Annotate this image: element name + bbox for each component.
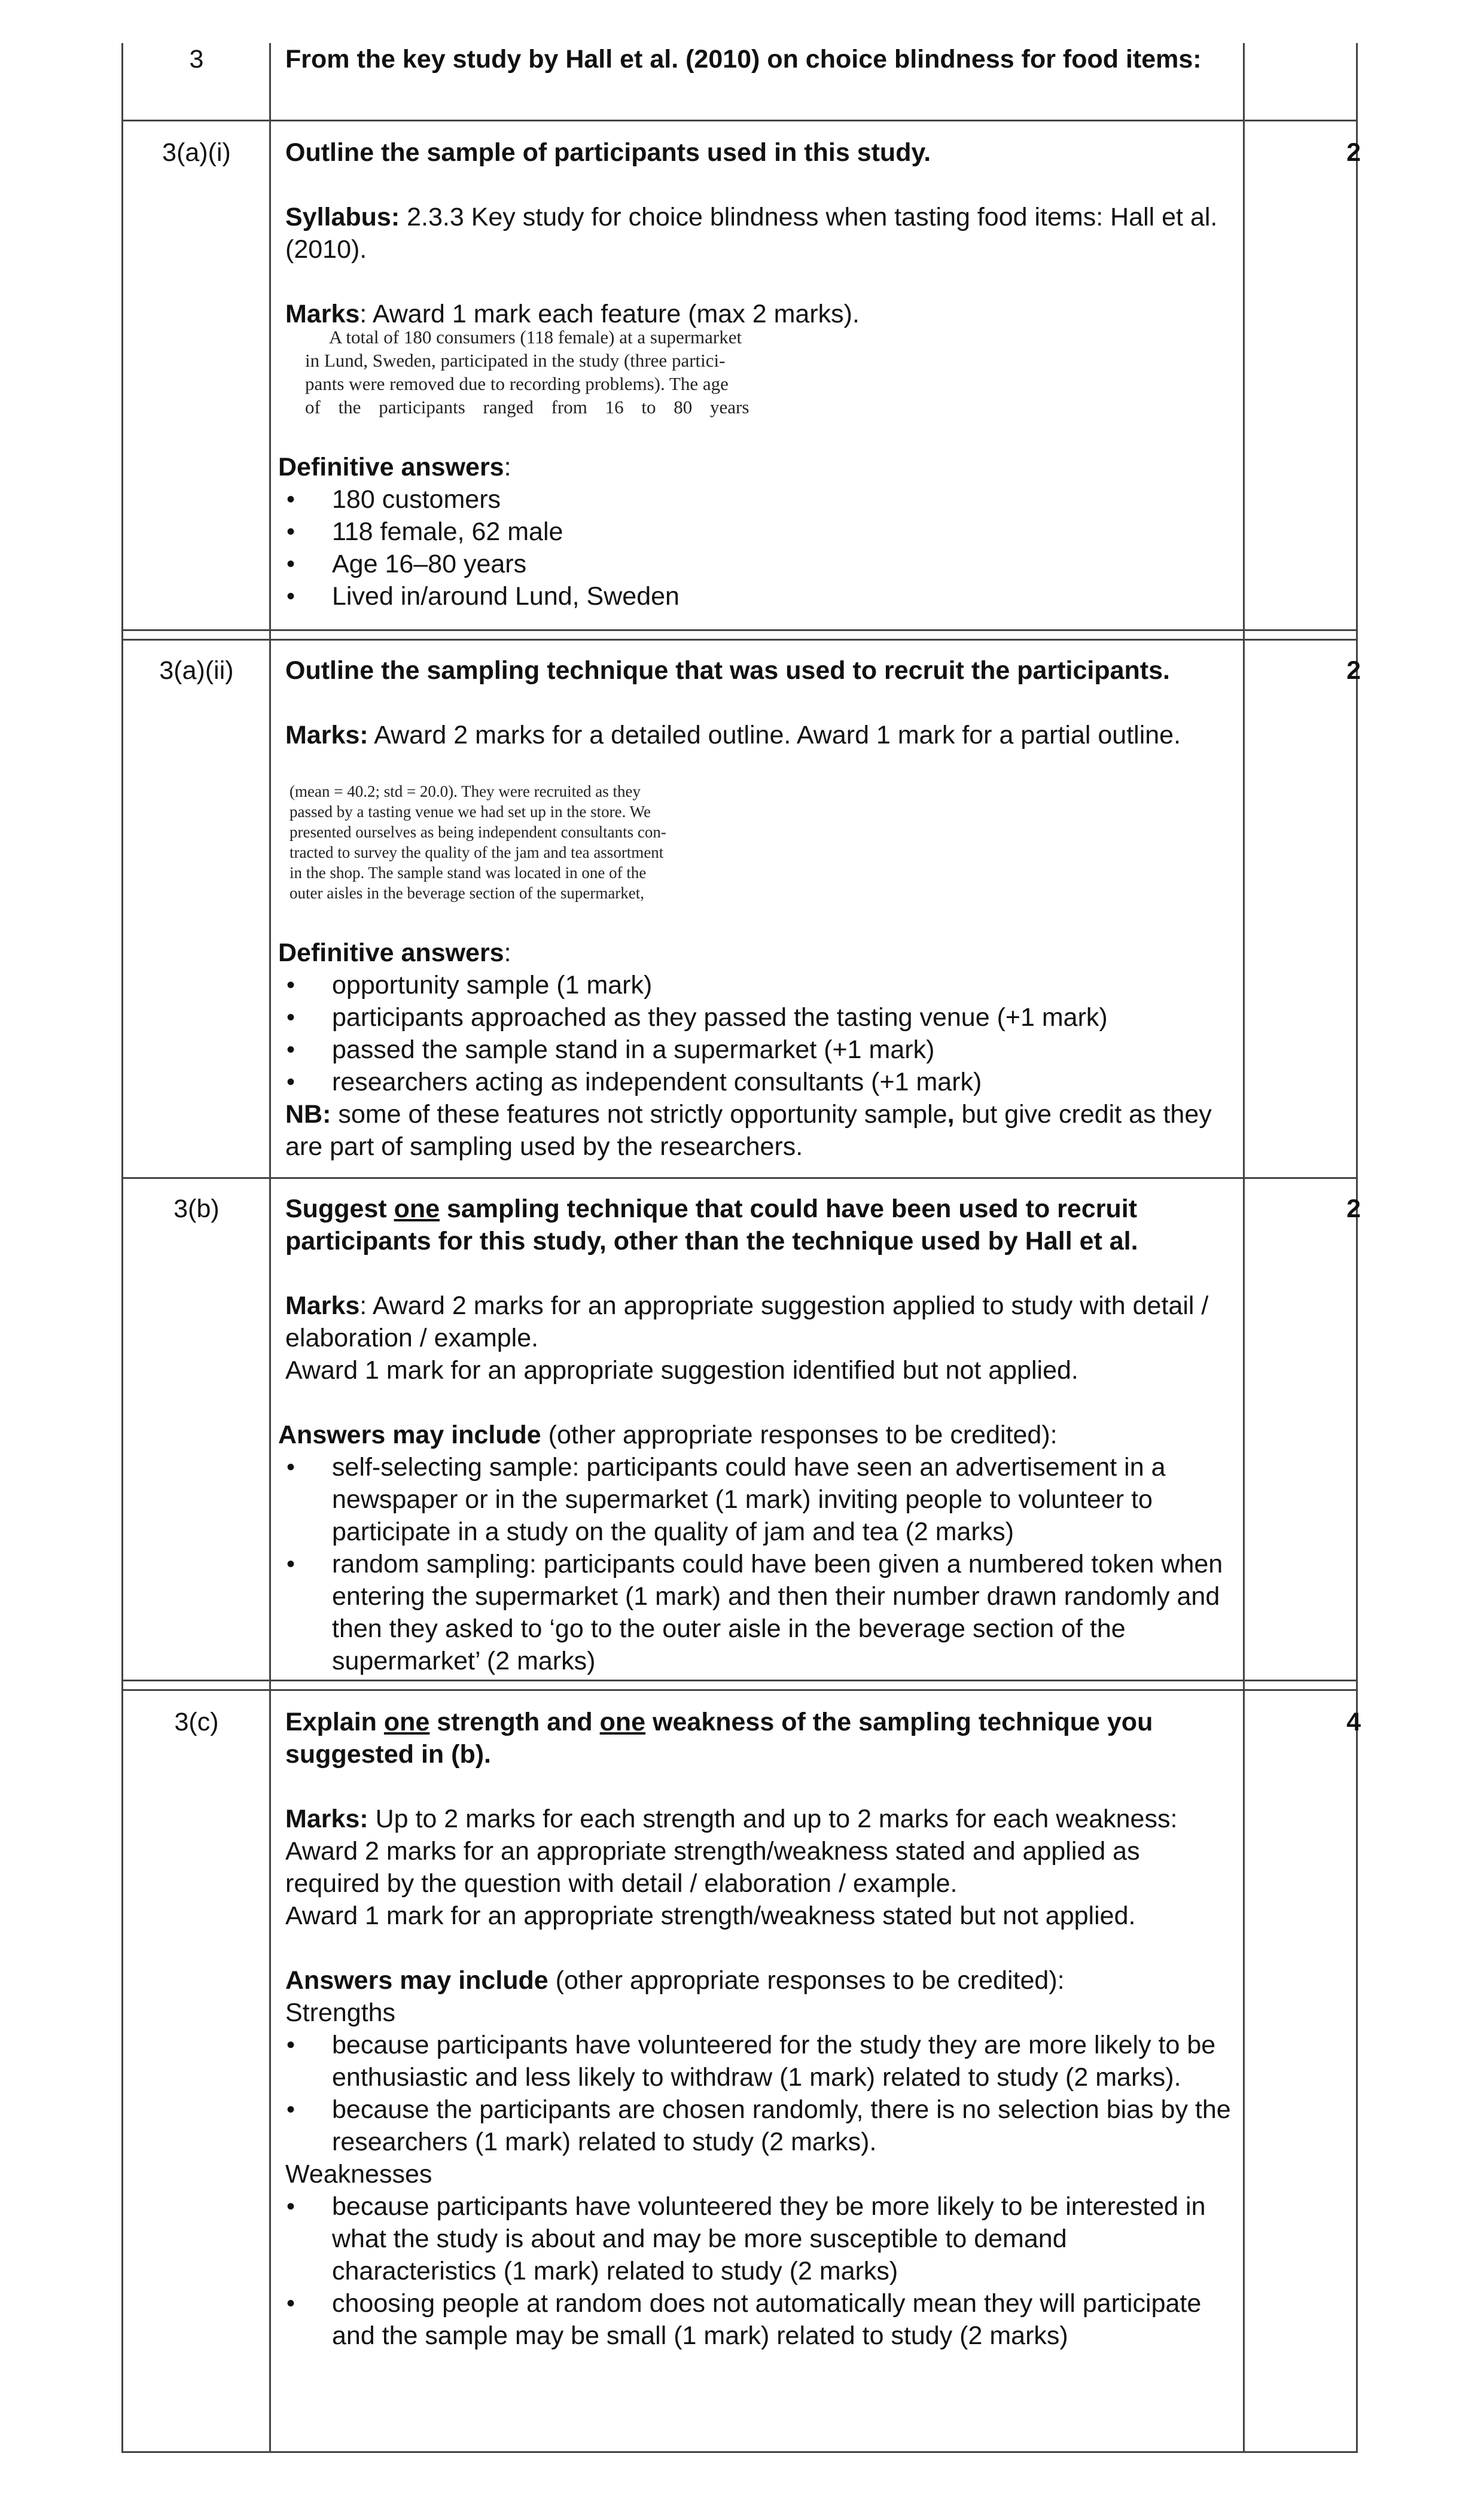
strengths-list — [285, 2029, 1236, 2158]
question-text: Outline the sample of participants used in this study. — [285, 138, 931, 167]
list-item: • 118 female, 62 male — [278, 516, 1236, 548]
answers-heading: Answers may include (other appropriate responses to be credited): — [278, 1421, 1058, 1449]
list-item: • participants approached as they passed the tasting venue (+1 mark) — [278, 1001, 1236, 1034]
list-item: • opportunity sample (1 mark) — [278, 969, 1236, 1001]
marks-text: Up to 2 marks for each strength and up to 2 marks for each weakness: — [368, 1805, 1178, 1833]
excerpt-line: pants were removed due to recording problems). The age — [305, 373, 729, 394]
table-border-bottom — [121, 2451, 1358, 2453]
row-divider — [121, 639, 1358, 641]
answers-list — [285, 969, 1236, 1098]
row-divider — [121, 1689, 1358, 1691]
list-item: • random sampling: participants could have been given a numbered token when entering the supermarket (1 mark) and then their number drawn randomly and then they asked to ‘go to the outer aisle in the beverage section of the supermarket’ (2 marks) — [278, 1548, 1236, 1677]
syllabus-note — [285, 201, 1236, 266]
study-excerpt-image — [305, 325, 796, 419]
marks-value: 4 — [1346, 1708, 1361, 1736]
excerpt-line: (mean = 40.2; std = 20.0). They were recruited as they — [290, 782, 641, 800]
excerpt-line: of the participants ranged from 16 to 80 years — [305, 397, 749, 418]
answers-block — [278, 451, 1236, 612]
question-text: Outline the sampling technique that was used to recruit the participants. — [285, 656, 1170, 685]
weaknesses-heading: Weaknesses — [285, 2160, 432, 2189]
list-item: • because participants have volunteered they be more likely to be interested in what the study is about and may be more susceptible to demand characteristics (1 mark) related to study (2 marks) — [278, 2190, 1236, 2287]
question-cell — [285, 136, 1236, 330]
question-text: From the key study by Hall et al. (2010) on choice blindness for food items: — [285, 45, 1202, 74]
marks-guidance — [285, 1290, 1236, 1354]
list-item: • passed the sample stand in a supermarket (+1 mark) — [278, 1034, 1236, 1066]
list-item: • 180 customers — [278, 483, 1236, 516]
question-text: Suggest one sampling technique that could have been used to recruit participants for this study, other than the technique used by Hall et al. — [285, 1194, 1138, 1255]
marks-label: Marks — [285, 300, 360, 328]
row-divider — [121, 629, 1358, 631]
marks-value: 2 — [1346, 656, 1361, 685]
marks-guidance — [285, 1803, 1236, 1835]
excerpt-line: in the shop. The sample stand was located in one of the — [290, 864, 647, 882]
marks-guidance — [285, 719, 1236, 751]
answers-list — [285, 1451, 1236, 1677]
list-item: • Age 16–80 years — [278, 548, 1236, 580]
marks-text: : Award 1 mark each feature (max 2 marks). — [359, 300, 860, 328]
syllabus-text: 2.3.3 Key study for choice blindness when tasting food items: Hall et al. (2010). — [285, 203, 1218, 264]
excerpt-line: tracted to survey the quality of the jam and tea assortment — [290, 843, 664, 861]
strengths-heading: Strengths — [285, 1998, 396, 2027]
answers-label: Definitive answers — [278, 938, 504, 967]
nb-label: NB: — [285, 1100, 331, 1129]
marks-text: Award 2 marks for a detailed outline. Award 1 mark for a partial outline. — [368, 721, 1181, 749]
question-number: 3(c) — [174, 1708, 219, 1736]
answers-heading: Definitive answers: — [278, 938, 511, 967]
answers-list — [285, 483, 1236, 612]
list-item: • because the participants are chosen randomly, there is no selection bias by the researchers (1 mark) related to study (2 marks). — [278, 2093, 1236, 2158]
answers-heading: Definitive answers: — [278, 453, 511, 482]
question-cell — [278, 1193, 1236, 1677]
excerpt-line: outer aisles in the beverage section of the supermarket, — [290, 884, 645, 902]
marks-label: Marks: — [285, 1805, 368, 1833]
marks-label: Marks — [285, 1291, 360, 1320]
syllabus-label: Syllabus: — [285, 203, 400, 231]
list-item: • Lived in/around Lund, Sweden — [278, 580, 1236, 612]
marks-guidance-3: Award 1 mark for an appropriate strength/weakness stated but not applied. — [285, 1901, 1136, 1930]
table-border-right — [1356, 43, 1358, 2453]
answers-label: Definitive answers — [278, 453, 504, 482]
excerpt-line: presented ourselves as being independent consultants con- — [290, 823, 666, 841]
question-number: 3(b) — [173, 1194, 220, 1223]
question-cell — [285, 1706, 1236, 2352]
study-excerpt-image — [290, 781, 726, 903]
question-number: 3 — [189, 45, 204, 74]
excerpt-line: in Lund, Sweden, participated in the study (three partici- — [305, 350, 726, 371]
list-item: • researchers acting as independent consultants (+1 mark) — [278, 1066, 1236, 1098]
question-number: 3(a)(i) — [162, 138, 231, 167]
marks-guidance-2: Award 2 marks for an appropriate strength/weakness stated and applied as required by the question with detail / elaboration / example. — [285, 1837, 1140, 1898]
answers-label: Answers may include — [285, 1966, 548, 1995]
answers-heading: Answers may include (other appropriate responses to be credited): — [285, 1966, 1065, 1995]
question-number: 3(a)(ii) — [159, 656, 234, 685]
nb-note: NB: some of these features not strictly opportunity sample, but give credit as they are part of sampling used by the researchers. — [285, 1100, 1212, 1161]
question-cell — [285, 43, 1236, 75]
marks-value: 2 — [1346, 138, 1361, 167]
answers-label: Answers may include — [278, 1421, 541, 1449]
list-item: • because participants have volunteered for the study they are more likely to be enthusiastic and less likely to withdraw (1 mark) related to study (2 marks). — [278, 2029, 1236, 2093]
answers-block — [278, 937, 1236, 1163]
table-divider-number-column — [269, 43, 271, 2453]
marks-guidance-2: Award 1 mark for an appropriate suggestion identified but not applied. — [285, 1356, 1078, 1385]
marks-value: 2 — [1346, 1194, 1361, 1223]
excerpt-line: A total of 180 consumers (118 female) at a supermarket — [329, 327, 742, 348]
list-item: • choosing people at random does not automatically mean they will participate and the sample may be small (1 mark) related to study (2 marks) — [278, 2287, 1236, 2352]
list-item: • self-selecting sample: participants could have seen an advertisement in a newspaper or in the supermarket (1 mark) inviting people to volunteer to participate in a study on the quality of jam and tea (2 marks) — [278, 1451, 1236, 1548]
row-divider — [121, 120, 1358, 121]
table-divider-marks-column — [1243, 43, 1245, 2453]
row-divider — [121, 1680, 1358, 1681]
weaknesses-list — [285, 2190, 1236, 2352]
question-text: Explain one strength and one weakness of the sampling technique you suggested in (b). — [285, 1708, 1153, 1769]
table-border-left — [121, 43, 123, 2453]
marks-text: : Award 2 marks for an appropriate suggestion applied to study with detail / elaboration / example. — [285, 1291, 1209, 1352]
marks-label: Marks: — [285, 721, 368, 749]
question-cell — [285, 654, 1236, 751]
row-divider — [121, 1177, 1358, 1179]
excerpt-line: passed by a tasting venue we had set up in the store. We — [290, 803, 651, 821]
